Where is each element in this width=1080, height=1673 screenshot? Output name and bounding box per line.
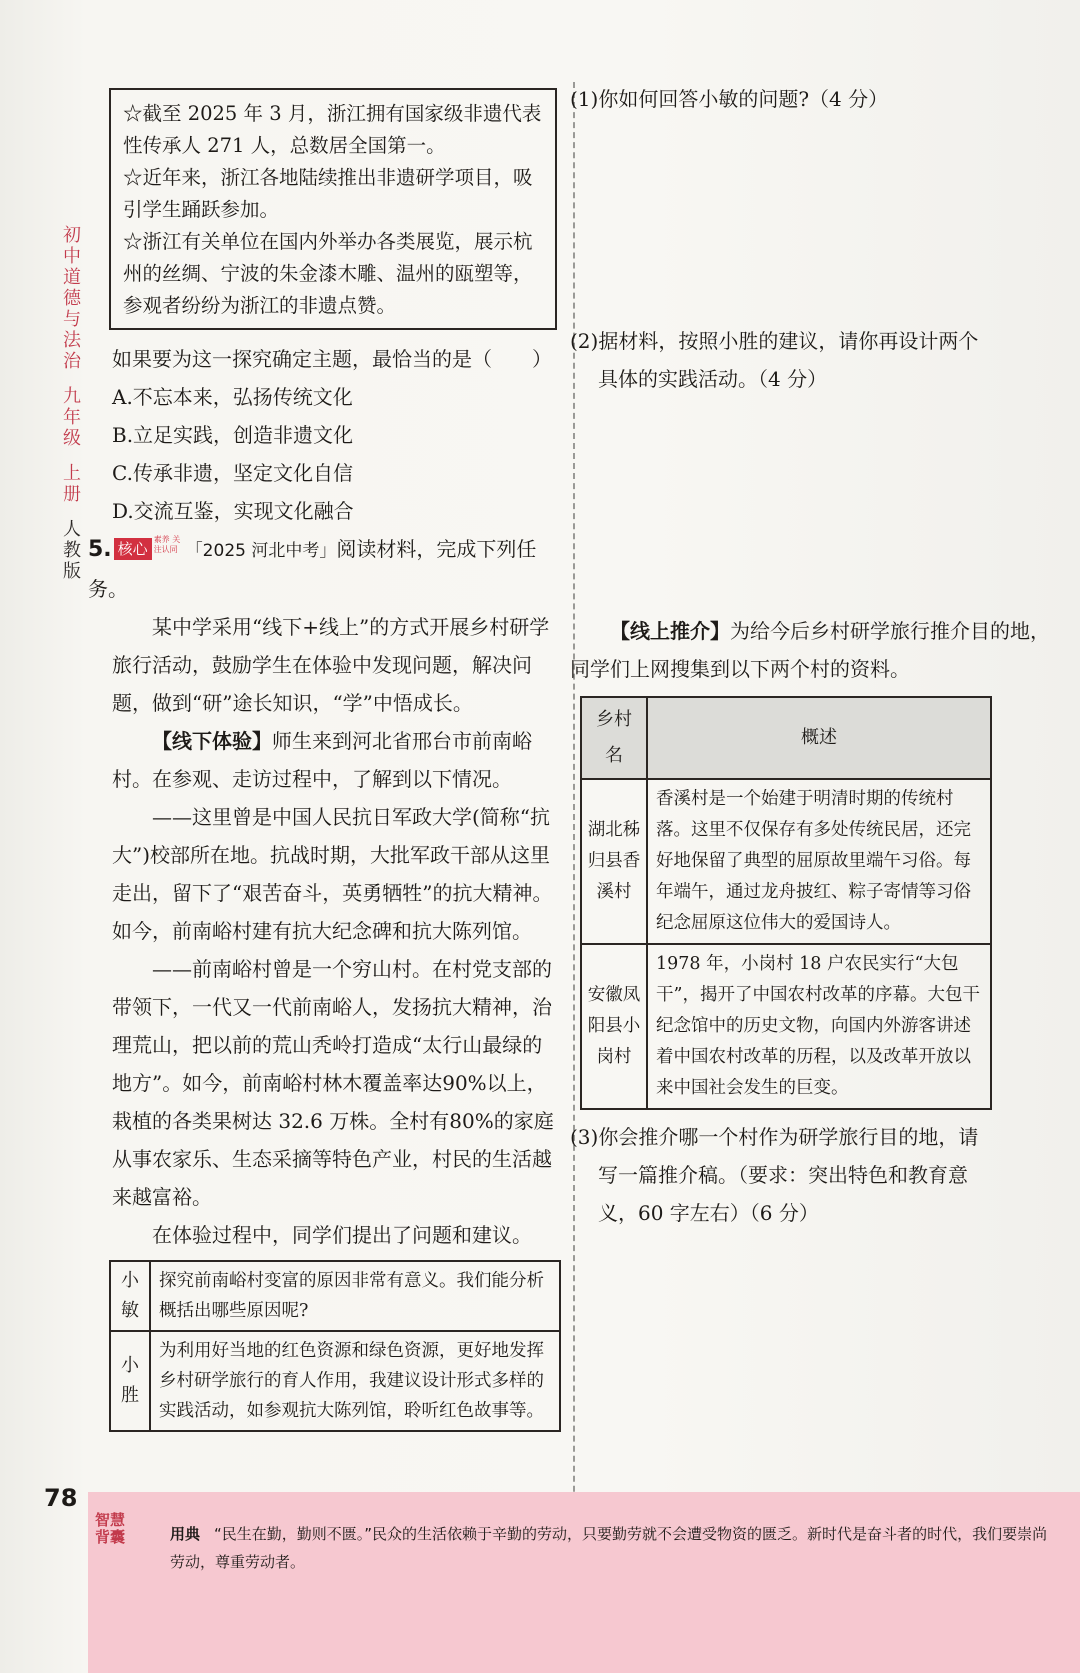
paragraph: 在体验过程中，同学们提出了问题和建议。 — [152, 1223, 532, 1247]
column-header: 概述 — [647, 697, 991, 779]
paragraph — [570, 612, 1050, 688]
footer-text — [170, 1520, 1060, 1576]
subquestion-2-line: 具体的实践活动。（4 分） — [598, 367, 828, 391]
side-label-char: 法 — [63, 330, 81, 351]
answer-space — [598, 118, 1050, 322]
table-row — [110, 1261, 560, 1331]
subquestion-3-line: 写一篇推介稿。（要求：突出特色和教育意 — [598, 1163, 968, 1187]
side-label-char: 册 — [63, 484, 81, 505]
column-divider — [573, 82, 575, 1562]
question5-source: 「2025 河北中考」 — [185, 541, 337, 561]
village-name: 安徽凤阳县小岗村 — [581, 944, 647, 1109]
student-text: 探究前南峪村变富的原因非常有意义。我们能分析概括出哪些原因呢? — [150, 1261, 560, 1331]
footer-quote: “民生在勤，勤则不匮。”民众的生活依赖于辛勤的劳动，只要勤劳就不会遭受物资的匮乏。新时代是奋斗者的时代，我们要崇尚劳动，尊重劳动者。 — [170, 1525, 1048, 1571]
student-text: 为利用好当地的红色资源和绿色资源，更好地发挥乡村研学旅行的育人作用，我建议设计形式多样的实践活动，如参观抗大陈列馆，聆听红色故事等。 — [150, 1331, 560, 1431]
left-column — [88, 80, 557, 1432]
column-header: 乡村名 — [581, 697, 647, 779]
side-label-char: 教 — [63, 540, 81, 561]
section-head-online: 【线上推介】 — [610, 619, 730, 643]
material-item: ☆截至 2025 年 3 月，浙江拥有国家级非遗代表性传承人 271 人，总数居全国第一。 — [123, 102, 542, 157]
side-label-char: 中 — [63, 246, 81, 267]
paragraph: ——这里曾是中国人民抗日军政大学(简称“抗大”)校部所在地。抗战时期，大批军政干部从这里走出，留下了“艰苦奋斗，英勇牺牲”的抗大精神。如今，前南峪村建有抗大纪念碑和抗大陈列馆。 — [112, 805, 553, 943]
footer-badge: 智慧背囊 — [94, 1511, 125, 1546]
table-header-row — [581, 697, 991, 779]
material-item: ☆近年来，浙江各地陆续推出非遗研学项目，吸引学生踊跃参加。 — [123, 166, 533, 221]
subquestion-2-line: (2)据材料，按照小胜的建议，请你再设计两个 — [570, 329, 979, 353]
option-a: A.不忘本来，弘扬传统文化 — [112, 385, 353, 409]
option-c: C.传承非遗，坚定文化自信 — [112, 461, 353, 485]
question-suggestion-table — [109, 1260, 561, 1432]
question4-stem: 如果要为这一探究确定主题，最恰当的是（ ） — [112, 347, 552, 371]
table-row — [581, 779, 991, 944]
village-summary: 香溪村是一个始建于明清时期的传统村落。这里不仅保存有多处传统民居，还完好地保留了典型的屈原故里端午习俗。每年端午，通过龙舟披红、粽子寄情等习俗纪念屈原这位伟大的爱国诗人。 — [647, 779, 991, 944]
material-item: ☆浙江有关单位在国内外举办各类展览，展示杭州的丝绸、宁波的朱金漆木雕、温州的瓯塑等，参观者纷纷为浙江的非遗点赞。 — [123, 230, 533, 317]
side-label-char: 年 — [63, 407, 81, 428]
core-tag: 核心 — [114, 538, 152, 560]
question5-number: 5. — [88, 537, 112, 562]
question5-intro: 阅读材料，完成下列任务。 — [88, 537, 537, 601]
section-head-offline: 【线下体验】 — [152, 729, 272, 753]
side-label-char: 治 — [63, 351, 81, 372]
table-row — [110, 1331, 560, 1431]
side-label-char: 德 — [63, 288, 81, 309]
table-row — [581, 944, 991, 1109]
option-b: B.立足实践，创造非遗文化 — [112, 423, 354, 447]
side-label-char: 人 — [63, 519, 81, 540]
paragraph: 某中学采用“线下+线上”的方式开展乡村研学旅行活动，鼓励学生在体验中发现问题，解决问题，做到“研”途长知识，“学”中悟成长。 — [112, 615, 550, 715]
subquestion-1: (1)你如何回答小敏的问题?（4 分） — [570, 87, 889, 111]
option-d: D.交流互鉴，实现文化融合 — [112, 499, 354, 523]
paragraph: ——前南峪村曾是一个穷山村。在村党支部的带领下，一代又一代前南峪人，发扬抗大精神，治理荒山，把以前的荒山秃岭打造成“太行山最绿的地方”。如今，前南峪村林木覆盖率达90%以上，栽植的各类果树达 32.6 万株。全村有80%的家庭从事农家乐、生态采摘等特色产业，村民的生活越来越富裕。 — [112, 957, 554, 1209]
page-number: 78 — [44, 1484, 78, 1512]
paragraph — [112, 722, 557, 798]
side-label-char: 上 — [63, 463, 81, 484]
footer-lead: 用典 — [170, 1525, 201, 1543]
question5-header — [88, 530, 557, 608]
paragraph-text: 为给今后乡村研学旅行推介目的地，同学们上网搜集到以下两个村的资料。 — [570, 619, 1050, 681]
side-label-gap — [60, 505, 84, 519]
student-name: 小胜 — [110, 1331, 150, 1431]
paragraph-text: 师生来到河北省邢台市前南峪村。在参观、走访过程中，了解到以下情况。 — [112, 729, 532, 791]
village-summary: 1978 年，小岗村 18 户农民实行“大包干”，揭开了中国农村改革的序幕。大包干纪念馆中的历史文物，向国内外游客讲述着中国农村改革的历程，以及改革开放以来中国社会发生的巨变。 — [647, 944, 991, 1109]
right-column — [570, 80, 1050, 1232]
core-tag-subtitle: 素养 关注认同 — [153, 535, 181, 554]
village-table — [580, 696, 992, 1110]
subquestion-3-line: 义，60 字左右）（6 分） — [598, 1201, 819, 1225]
side-label-char: 与 — [63, 309, 81, 330]
side-label-char: 版 — [63, 561, 81, 582]
side-book-label — [60, 225, 84, 582]
subquestion-3-line: (3)你会推介哪一个村作为研学旅行目的地，请 — [570, 1125, 979, 1149]
material-box — [109, 88, 557, 330]
side-label-char: 道 — [63, 267, 81, 288]
footer-tip-bar — [88, 1492, 1080, 1673]
student-name: 小敏 — [110, 1261, 150, 1331]
side-label-char: 初 — [63, 225, 81, 246]
side-label-gap — [60, 449, 84, 463]
side-label-char: 级 — [63, 428, 81, 449]
answer-space — [598, 398, 1050, 612]
village-name: 湖北秭归县香溪村 — [581, 779, 647, 944]
side-label-char: 九 — [63, 386, 81, 407]
side-label-gap — [60, 372, 84, 386]
